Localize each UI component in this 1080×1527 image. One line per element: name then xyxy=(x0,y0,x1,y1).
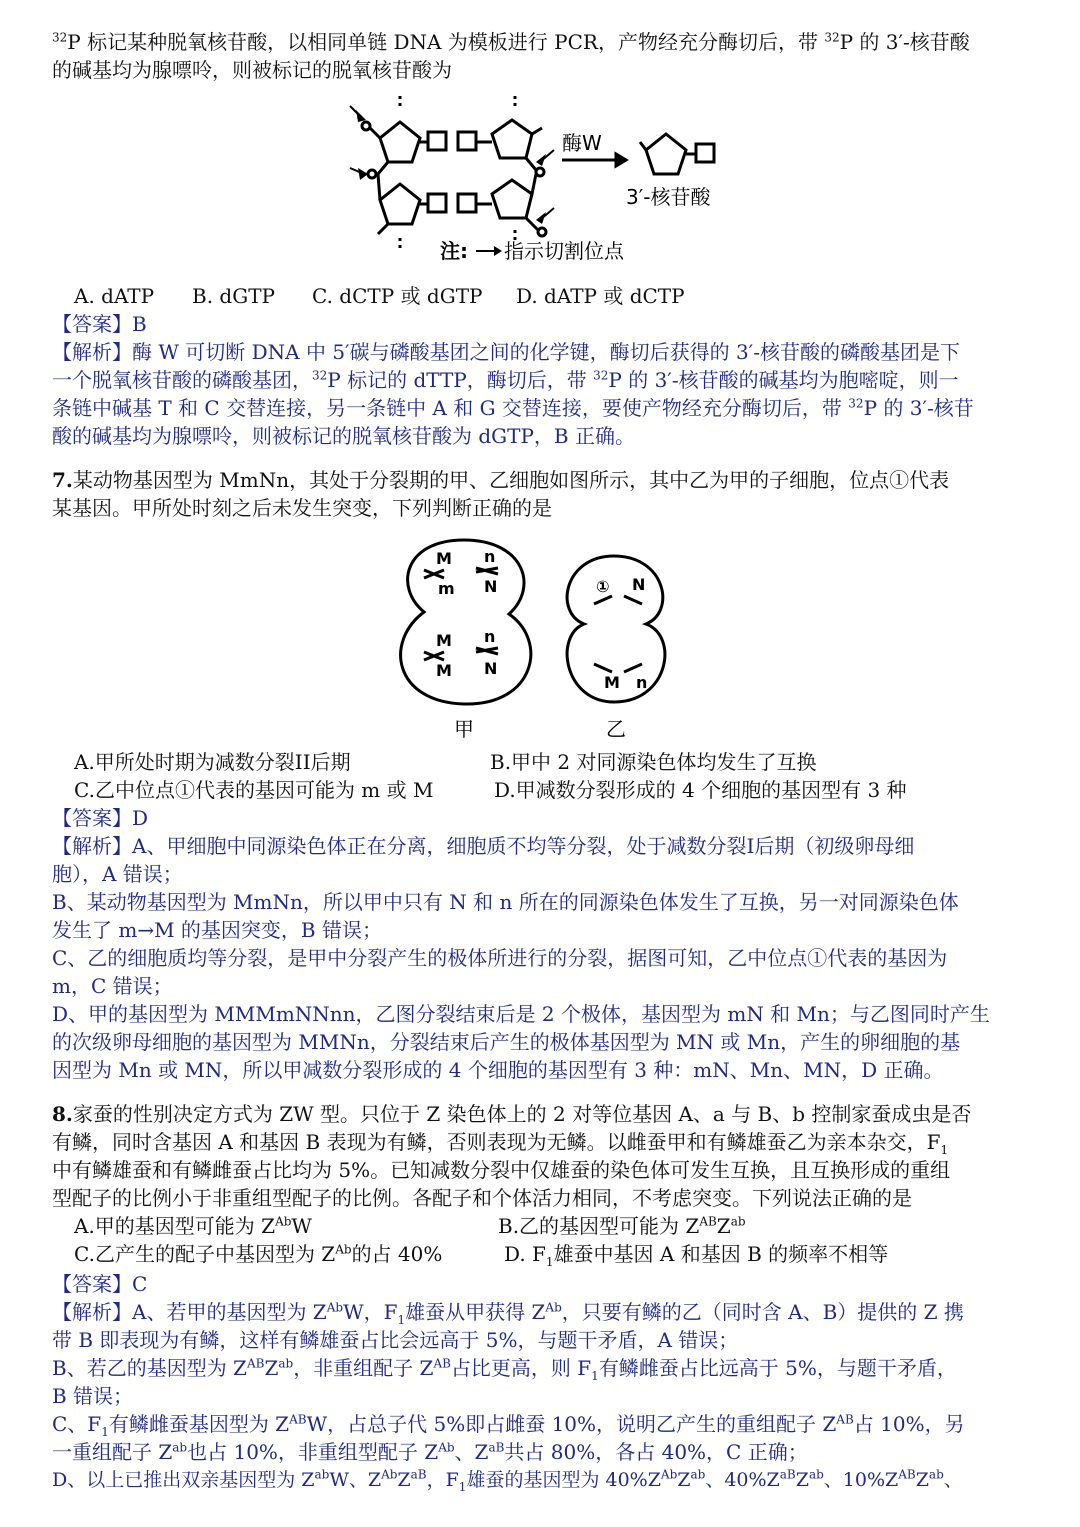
q8-analysis-line1: 【解析】A、若甲的基因型为 $Z^{Ab}W$，$F_1$雄蚕从甲获得 $Z^{Ab}$，只要有鳞的乙（同时含 A、B）提供的 Z 携 xyxy=(52,1300,964,1327)
yi-site-1: ① xyxy=(596,577,610,596)
q8-analysis-line6: 一重组配子 $Z^{ab}$也占 10%，非重组型配子 $Z^{Ab}$、$Z^{aB}$共占 80%，各占 40%，C 正确； xyxy=(52,1440,808,1464)
q7-option-a: A.甲所处时期为减数分裂II后期 xyxy=(74,750,351,774)
gene-M-top: M xyxy=(436,549,452,568)
q8-option-d: D. $F_1$雄蚕中基因 A 和基因 B 的频率不相等 xyxy=(504,1242,889,1269)
q7-analysis-line: B、某动物基因型为 MmNn，所以甲中只有 N 和 n 所在的同源染色体发生了互换，另一对同源染色体 xyxy=(52,890,959,914)
gene-n-bot: n xyxy=(484,627,496,646)
q7-option-d: D.甲减数分裂形成的 4 个细胞的基因型有 3 种 xyxy=(494,778,907,802)
q7-option-c: C.乙中位点①代表的基因可能为 m 或 M xyxy=(74,778,434,802)
product-label: 3′-核苷酸 xyxy=(626,185,711,209)
q7-stem-line1: 7.某动物基因型为 MmNn，其处于分裂期的甲、乙细胞如图所示，其中乙为甲的子细胞，位点①代表 xyxy=(52,468,950,492)
cell-yi-label: 乙 xyxy=(606,717,626,741)
q6-analysis-line3: 条链中碱基 T 和 C 交替连接，另一条链中 A 和 G 交替连接，要使产物经充分酶切后，带 $^{32}$P 的 3′-核苷 xyxy=(52,396,974,420)
q6-option-d: D. dATP 或 dCTP xyxy=(516,284,685,308)
q6-analysis-line2: 一个脱氧核苷酸的磷酸基团，$^{32}$P 标记的 dTTP，酶切后，带 $^{32}$P 的 3′-核苷酸的碱基均为胞嘧啶，则一 xyxy=(52,368,959,392)
q7-analysis-line: 的次级卵母细胞的基因型为 MMNn，分裂结束后产生的极体基因型为 MN 或 Mn，产生的卵细胞的基 xyxy=(52,1030,961,1054)
q7-analysis-line: 【解析】A、甲细胞中同源染色体正在分离，细胞质不均等分裂，处于减数分裂I后期（初级卵母细 xyxy=(52,834,915,858)
q7-analysis-line: D、甲的基因型为 MMMmNNnn，乙图分裂结束后是 2 个极体，基因型为 mN 和 Mn；与乙图同时产生 xyxy=(52,1002,990,1026)
q7-analysis-line: m，C 错误； xyxy=(52,974,173,998)
q8-stem-line3: 中有鳞雄蚕和有鳞雌蚕占比均为 5%。已知减数分裂中仅雄蚕的染色体可发生互换，且互换形成的重组 xyxy=(52,1158,951,1182)
note-text: 指示切割位点 xyxy=(504,239,624,263)
q8-option-c: C.乙产生的配子中基因型为 $Z^{Ab}$的占 40% xyxy=(74,1242,443,1266)
q6-analysis-line4: 酸的碱基均为腺嘌呤，则被标记的脱氧核苷酸为 dGTP，B 正确。 xyxy=(52,424,635,448)
q8-analysis-line3: B、若乙的基因型为 $Z^{AB}Z^{ab}$，非重组配子 $Z^{AB}$占比更高，则 $F_1$有鳞雌蚕占比远高于 5%，与题干矛盾， xyxy=(52,1356,957,1383)
q8-option-b: B.乙的基因型可能为 $Z^{AB}Z^{ab}$ xyxy=(498,1214,746,1238)
gene-m-top: m xyxy=(438,579,455,598)
q6-answer: 【答案】B xyxy=(52,312,147,336)
q7-analysis-line: 因型为 Mn 或 MN，所以甲减数分裂形成的 4 个细胞的基因型有 3 种：mN、Mn、MN，D 正确。 xyxy=(52,1058,944,1082)
q7-analysis-line: 胞），A 错误； xyxy=(52,862,183,886)
dna-enzyme-figure xyxy=(340,88,740,270)
q8-analysis-line2: 带 B 即表现为有鳞，这样有鳞雄蚕占比会远高于 5%，与题干矛盾，A 错误； xyxy=(52,1328,739,1352)
yi-gene-M: M xyxy=(604,673,620,692)
q8-analysis-line7: D、以上已推出双亲基因型为 $Z^{ab}W$、$Z^{Ab}Z^{aB}$，$F_1$雄蚕的基因型为 $40\%Z^{Ab}Z^{ab}$、$40\%Z^{aB}Z^{ab}$、$10\%Z^{AB}Z^{ab}$、 xyxy=(52,1467,963,1494)
q6-option-a: A. dATP xyxy=(74,284,155,308)
q8-answer: 【答案】C xyxy=(52,1272,148,1296)
q7-stem-line2: 某基因。甲所处时刻之后未发生突变，下列判断正确的是 xyxy=(52,496,552,520)
q7-option-b: B.甲中 2 对同源染色体均发生了互换 xyxy=(490,750,817,774)
q8-analysis-line4: B 错误； xyxy=(52,1384,134,1408)
yi-gene-N: N xyxy=(632,575,646,594)
yi-gene-n: n xyxy=(636,673,648,692)
q8-stem-line2: 有鳞，同时含基因 A 和基因 B 表现为有鳞，否则表现为无鳞。以雌蚕甲和有鳞雄蚕乙为亲本杂交，$F_1$ xyxy=(52,1130,949,1157)
cell-division-figure xyxy=(384,532,694,742)
q8-stem-line1: 8.家蚕的性别决定方式为 ZW 型。只位于 Z 染色体上的 2 对等位基因 A、a 与 B、b 控制家蚕成虫是否 xyxy=(52,1102,972,1126)
cell-jia-label: 甲 xyxy=(454,717,474,741)
q7-analysis-line: C、乙的细胞质均等分裂，是甲中分裂产生的极体所进行的分裂，据图可知，乙中位点①代表的基因为 xyxy=(52,946,948,970)
gene-n-top: n xyxy=(484,547,496,566)
q6-stem-line2: 的碱基均为腺嘌呤，则被标记的脱氧核苷酸为 xyxy=(52,58,452,82)
q6-option-c: C. dCTP 或 dGTP xyxy=(312,284,483,308)
note-prefix: 注: xyxy=(440,239,468,263)
q8-analysis-line5: C、$F_1$有鳞雌蚕基因型为 $Z^{AB}W$，占总子代 5%即占雌蚕 10%，说明乙产生的重组配子 $Z^{AB}$占 10%，另 xyxy=(52,1412,965,1439)
q6-option-b: B. dGTP xyxy=(192,284,275,308)
q6-stem-line1: $^{32}$P 标记某种脱氧核苷酸，以相同单链 DNA 为模板进行 PCR，产物经充分酶切后，带 $^{32}$P 的 3′-核苷酸 xyxy=(52,30,970,54)
note-arrowhead-icon xyxy=(494,246,502,256)
gene-N-top: N xyxy=(484,577,498,596)
q7-answer: 【答案】D xyxy=(52,806,149,830)
gene-M-bot2: M xyxy=(436,661,452,680)
gene-N-bot: N xyxy=(484,659,498,678)
q8-option-a: A.甲的基因型可能为 $Z^{Ab}W$ xyxy=(74,1214,312,1238)
gene-M-bot1: M xyxy=(436,631,452,650)
q7-analysis-line: 发生了 m→M 的基因突变，B 错误； xyxy=(52,918,382,942)
enzyme-w-label: 酶W xyxy=(562,131,602,155)
q6-analysis-line1: 【解析】酶 W 可切断 DNA 中 5′碳与磷酸基团之间的化学键，酶切后获得的 3′-核苷酸的磷酸基团是下 xyxy=(52,340,960,364)
q8-stem-line4: 型配子的比例小于非重组型配子的比例。各配子和个体活力相同，不考虑突变。下列说法正确的是 xyxy=(52,1186,912,1210)
